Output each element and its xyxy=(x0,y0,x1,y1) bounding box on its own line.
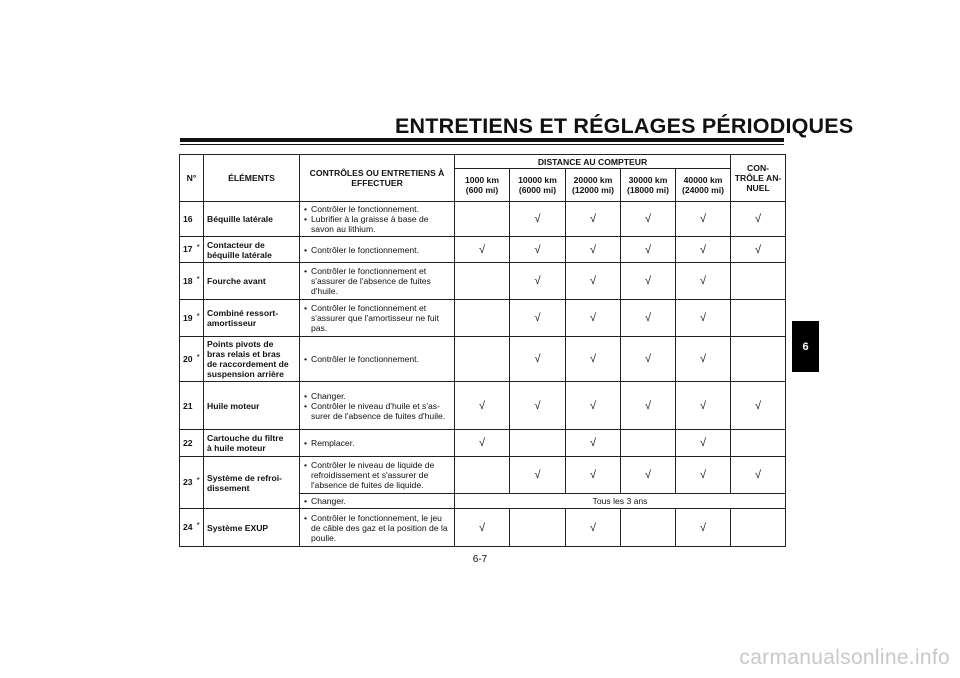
distance-mi: (18000 mi) xyxy=(626,185,670,195)
check-cell xyxy=(676,237,731,263)
check-mark-icon: √ xyxy=(534,399,541,412)
element-line: Système de refroi- xyxy=(207,472,282,483)
header-annual-line: TRÔLE AN- xyxy=(734,173,782,183)
table-row xyxy=(180,382,786,430)
check-mark-icon: √ xyxy=(534,213,541,225)
element-line: bras relais et bras xyxy=(207,349,281,359)
check-cell xyxy=(731,237,786,263)
row-element xyxy=(204,237,300,263)
table-row xyxy=(180,457,786,494)
bullet-icon: • xyxy=(304,390,308,401)
element-line: Béquille latérale xyxy=(207,214,273,224)
check-cell xyxy=(731,300,786,337)
bullet-icon: • xyxy=(304,303,308,313)
task-item xyxy=(304,266,452,296)
header-distance-1 xyxy=(455,169,510,202)
task-item xyxy=(304,204,452,214)
table-row xyxy=(180,509,786,547)
header-distance-5 xyxy=(676,169,731,202)
row-number-text: 18 xyxy=(183,275,193,286)
row-number-text: 20 xyxy=(183,353,193,364)
check-mark-icon: √ xyxy=(644,312,652,324)
row-tasks xyxy=(300,237,455,263)
check-mark-icon: √ xyxy=(478,437,486,449)
check-cell xyxy=(731,509,786,547)
check-cell xyxy=(676,509,731,547)
check-mark-icon: √ xyxy=(478,521,486,534)
row-element xyxy=(204,457,300,509)
row-number xyxy=(180,237,204,263)
row-tasks xyxy=(300,202,455,237)
check-cell xyxy=(566,337,621,382)
row-element xyxy=(204,382,300,430)
check-cell xyxy=(510,237,566,263)
bullet-icon: • xyxy=(304,512,308,523)
star-mark: * xyxy=(196,476,200,485)
task-item xyxy=(304,245,452,255)
task-item xyxy=(304,460,452,490)
task-text: Lubrifier à la graisse à base de savon au lithium. xyxy=(311,214,429,234)
check-mark-icon: √ xyxy=(589,437,597,449)
task-item xyxy=(304,438,452,448)
row-tasks xyxy=(300,337,455,382)
distance-mi: (12000 mi) xyxy=(571,185,615,195)
check-mark-icon: √ xyxy=(589,399,597,412)
check-cell xyxy=(676,300,731,337)
table-body xyxy=(180,202,786,547)
check-mark-icon: √ xyxy=(589,469,597,481)
check-cell xyxy=(455,430,510,457)
page-number: 6-7 xyxy=(472,554,488,565)
check-mark-icon: √ xyxy=(699,521,707,534)
element-line: Contacteur de xyxy=(207,239,265,250)
table-row xyxy=(180,337,786,382)
header-annual-line: CON- xyxy=(747,163,770,173)
check-cell xyxy=(621,382,676,430)
row-number-text: 21 xyxy=(183,400,193,411)
task-text: Contrôler le fonctionnement. xyxy=(311,204,419,214)
distance-mi: (24000 mi) xyxy=(681,185,725,195)
element-line: Points pivots de xyxy=(207,339,274,349)
element-line: Système EXUP xyxy=(207,522,269,533)
star-mark: * xyxy=(196,243,200,252)
element-line: Cartouche du filtre xyxy=(207,433,284,443)
table-row xyxy=(180,237,786,263)
check-mark-icon: √ xyxy=(699,312,707,324)
check-cell xyxy=(566,202,621,237)
chapter-tab[interactable]: 6 xyxy=(792,321,819,372)
row-tasks xyxy=(300,300,455,337)
row-number-text: 16 xyxy=(183,214,193,224)
check-cell xyxy=(676,430,731,457)
row-number-text: 17 xyxy=(183,244,193,254)
row-number-text: 23 xyxy=(183,477,193,487)
star-mark: * xyxy=(196,352,200,362)
row-element xyxy=(204,430,300,457)
check-cell xyxy=(621,237,676,263)
check-cell xyxy=(510,263,566,300)
check-cell xyxy=(621,300,676,337)
table-row xyxy=(180,202,786,237)
check-cell xyxy=(621,457,676,494)
task-item xyxy=(304,354,452,364)
table-row xyxy=(180,430,786,457)
check-cell xyxy=(566,300,621,337)
check-cell xyxy=(455,300,510,337)
bullet-icon: • xyxy=(304,438,308,448)
row-number xyxy=(180,509,204,547)
check-mark-icon: √ xyxy=(755,213,762,225)
row-tasks xyxy=(300,509,455,547)
row-tasks xyxy=(300,494,455,509)
title-rule-thin xyxy=(180,144,784,145)
check-mark-icon: √ xyxy=(644,469,652,481)
check-mark-icon: √ xyxy=(534,353,541,365)
check-cell xyxy=(455,263,510,300)
task-text: Contrôler le fonctionnement et s'assurer de l'absence de fuites d'huile. xyxy=(311,266,431,296)
task-text: Contrôler le fonctionnement, le jeu de câble des gaz et la position de la poulie. xyxy=(311,512,448,543)
check-cell xyxy=(676,337,731,382)
bullet-icon: • xyxy=(304,214,308,224)
check-mark-icon: √ xyxy=(699,275,707,287)
bullet-icon: • xyxy=(304,496,308,506)
check-cell xyxy=(566,382,621,430)
distance-km: 10000 km xyxy=(518,175,557,185)
task-text: Contrôler le fonctionnement et s'assurer que l'amortisseur ne fuit pas. xyxy=(311,303,439,333)
check-cell xyxy=(455,382,510,430)
check-mark-icon: √ xyxy=(699,353,707,365)
row-number xyxy=(180,300,204,337)
check-cell xyxy=(621,337,676,382)
row-element xyxy=(204,202,300,237)
check-cell xyxy=(566,263,621,300)
check-mark-icon: √ xyxy=(589,312,597,324)
check-cell xyxy=(676,202,731,237)
row-element xyxy=(204,263,300,300)
element-line: suspension arrière xyxy=(207,369,284,379)
element-line: dissement xyxy=(207,482,250,493)
header-distance-3 xyxy=(566,169,621,202)
row-tasks xyxy=(300,263,455,300)
task-item xyxy=(304,513,452,543)
check-cell xyxy=(621,509,676,547)
check-cell xyxy=(731,263,786,300)
check-mark-icon: √ xyxy=(644,243,652,256)
check-mark-icon: √ xyxy=(589,275,597,287)
row-number xyxy=(180,382,204,430)
check-cell xyxy=(455,237,510,263)
check-mark-icon: √ xyxy=(534,275,541,287)
task-text: Changer. xyxy=(311,496,346,506)
star-mark: * xyxy=(196,274,200,284)
check-mark-icon: √ xyxy=(699,399,707,412)
row-number xyxy=(180,263,204,300)
task-text: Contrôler le fonctionnement. xyxy=(311,244,419,255)
check-mark-icon: √ xyxy=(589,243,597,256)
check-cell xyxy=(621,430,676,457)
check-mark-icon: √ xyxy=(699,243,707,256)
check-mark-icon: √ xyxy=(699,437,707,449)
check-mark-icon: √ xyxy=(699,469,707,481)
element-line: Combiné ressort- xyxy=(207,308,279,318)
element-line: à huile moteur xyxy=(207,443,266,453)
row-tasks xyxy=(300,457,455,494)
check-mark-icon: √ xyxy=(478,399,486,412)
distance-km: 1000 km xyxy=(465,175,499,185)
check-mark-icon: √ xyxy=(699,213,707,225)
check-cell xyxy=(731,457,786,494)
check-cell xyxy=(566,509,621,547)
row-tasks xyxy=(300,430,455,457)
header-num: N° xyxy=(180,155,204,202)
task-item xyxy=(304,496,452,506)
check-cell xyxy=(676,263,731,300)
row-number xyxy=(180,337,204,382)
check-mark-icon: √ xyxy=(755,469,762,481)
check-mark-icon: √ xyxy=(644,353,652,365)
task-item xyxy=(304,401,452,421)
check-cell xyxy=(510,300,566,337)
star-mark: * xyxy=(196,311,200,321)
element-line: Huile moteur xyxy=(207,400,260,411)
row-element xyxy=(204,509,300,547)
row-number xyxy=(180,202,204,237)
bullet-icon: • xyxy=(304,460,308,470)
distance-mi: (6000 mi) xyxy=(518,185,557,195)
task-text: Remplacer. xyxy=(311,438,355,448)
check-cell xyxy=(455,457,510,494)
task-text: Contrôler le fonctionnement. xyxy=(311,354,419,364)
header-tasks: CONTRÔLES OU ENTRETIENS À EFFECTUER xyxy=(300,155,455,202)
header-annual xyxy=(731,155,786,202)
check-cell xyxy=(455,337,510,382)
check-cell xyxy=(676,382,731,430)
row-tasks xyxy=(300,382,455,430)
check-cell xyxy=(731,430,786,457)
check-mark-icon: √ xyxy=(589,521,597,534)
distance-km: 40000 km xyxy=(683,175,723,185)
check-cell xyxy=(566,457,621,494)
element-line: de raccordement de xyxy=(207,359,289,369)
watermark: carmanualsonline.info xyxy=(739,646,950,669)
header-distance-2 xyxy=(510,169,566,202)
check-mark-icon: √ xyxy=(534,469,541,481)
bullet-icon: • xyxy=(304,204,308,214)
title-rule xyxy=(180,138,784,142)
task-item xyxy=(304,214,452,234)
element-line: amortisseur xyxy=(207,318,257,328)
header-elements: ÉLÉMENTS xyxy=(204,155,300,202)
star-mark: * xyxy=(196,521,200,530)
check-mark-icon: √ xyxy=(755,399,762,412)
bullet-icon: • xyxy=(304,354,308,364)
element-line: béquille latérale xyxy=(207,249,272,260)
row-number xyxy=(180,430,204,457)
check-cell xyxy=(731,337,786,382)
distance-mi: (600 mi) xyxy=(465,185,499,195)
check-mark-icon: √ xyxy=(644,213,652,225)
check-cell xyxy=(510,430,566,457)
check-cell xyxy=(676,457,731,494)
table-row xyxy=(180,300,786,337)
check-mark-icon: √ xyxy=(589,353,597,365)
check-cell xyxy=(510,382,566,430)
maintenance-table xyxy=(179,154,786,547)
check-mark-icon: √ xyxy=(755,243,762,256)
header-annual-line: NUEL xyxy=(746,183,770,193)
bullet-icon: • xyxy=(304,266,308,276)
bullet-icon: • xyxy=(304,400,308,411)
check-cell xyxy=(621,263,676,300)
element-line: Fourche avant xyxy=(207,276,266,286)
check-cell xyxy=(510,202,566,237)
task-item xyxy=(304,303,452,333)
interval-note: Tous les 3 ans xyxy=(455,494,786,509)
page-title: ENTRETIENS ET RÉGLAGES PÉRIODIQUES xyxy=(395,114,854,138)
check-mark-icon: √ xyxy=(534,312,541,324)
distance-km: 20000 km xyxy=(573,175,613,185)
row-number-text: 22 xyxy=(183,438,193,448)
task-text: Contrôler le niveau d'huile et s'as- surer de l'absence de fuites d'huile. xyxy=(311,400,446,421)
check-cell xyxy=(455,509,510,547)
check-mark-icon: √ xyxy=(589,213,597,225)
row-element xyxy=(204,300,300,337)
row-number-text: 24 xyxy=(183,522,193,532)
check-mark-icon: √ xyxy=(644,275,652,287)
header-distance: DISTANCE AU COMPTEUR xyxy=(455,155,731,169)
check-cell xyxy=(510,337,566,382)
check-cell xyxy=(510,509,566,547)
task-text: Contrôler le niveau de liquide de refroidissement et s'assurer de l'absence de fuites de liquide. xyxy=(311,460,435,490)
check-mark-icon: √ xyxy=(478,243,486,256)
check-cell xyxy=(510,457,566,494)
row-element xyxy=(204,337,300,382)
distance-km: 30000 km xyxy=(628,175,668,185)
check-cell xyxy=(731,202,786,237)
row-number-text: 19 xyxy=(183,312,193,323)
row-number xyxy=(180,457,204,509)
header-distance-4 xyxy=(621,169,676,202)
check-mark-icon: √ xyxy=(644,399,652,412)
bullet-icon: • xyxy=(304,244,308,255)
table-row xyxy=(180,263,786,300)
check-cell xyxy=(566,237,621,263)
check-cell xyxy=(731,382,786,430)
check-cell xyxy=(455,202,510,237)
check-mark-icon: √ xyxy=(534,243,541,256)
task-text: Changer. xyxy=(311,390,346,401)
check-cell xyxy=(566,430,621,457)
task-item xyxy=(304,391,452,401)
check-cell xyxy=(621,202,676,237)
